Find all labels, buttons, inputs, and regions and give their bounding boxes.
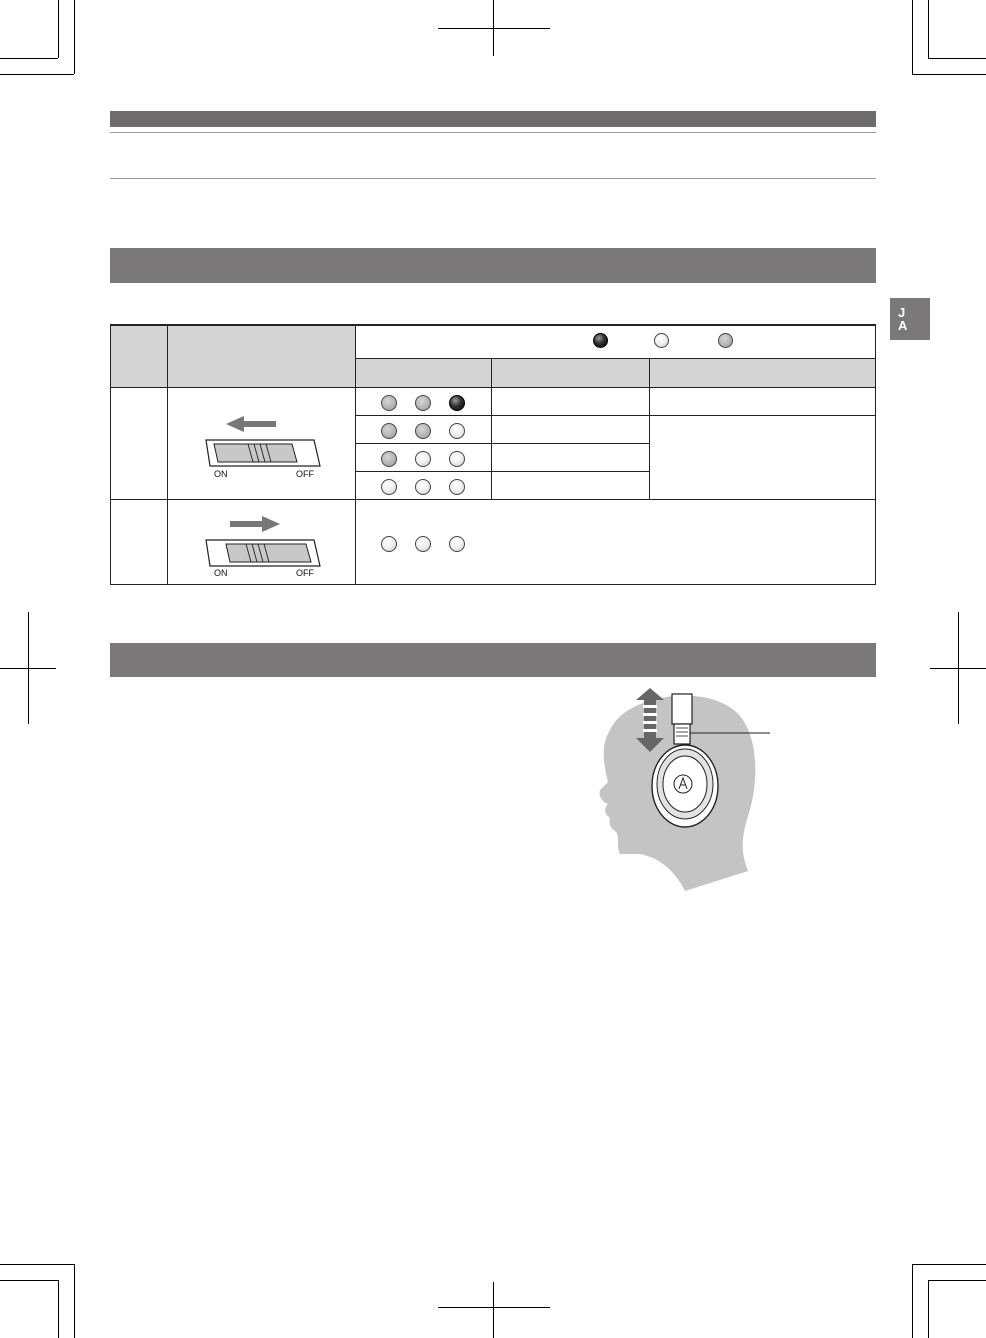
header-cell-1 — [111, 326, 167, 387]
switch1-on-label: ON — [214, 469, 228, 479]
led-r4-3 — [449, 479, 465, 495]
header-cell-2 — [168, 326, 355, 387]
legend-led-dim — [718, 333, 733, 348]
switch2-off-label: OFF — [296, 568, 314, 578]
language-tab[interactable] — [890, 298, 930, 340]
status-table — [110, 324, 876, 585]
section-band-1 — [110, 248, 876, 283]
section-band-2 — [110, 643, 876, 677]
led-r1-2 — [415, 395, 431, 411]
led-r2-2 — [415, 423, 431, 439]
led-r3-2 — [415, 451, 431, 467]
second-rule — [110, 178, 876, 179]
led-r5-3 — [449, 536, 465, 552]
switch2-on-label: ON — [214, 568, 228, 578]
headphone-fitting-illustration — [590, 686, 780, 896]
led-r3-1 — [381, 451, 397, 467]
led-r4-2 — [415, 479, 431, 495]
led-r5-2 — [415, 536, 431, 552]
language-tab-a: A — [898, 318, 908, 333]
legend-led-off — [654, 333, 669, 348]
led-r5-1 — [381, 536, 397, 552]
led-r1-1 — [381, 395, 397, 411]
top-rule — [110, 132, 876, 133]
legend-led-lit — [593, 333, 608, 348]
led-r4-1 — [381, 479, 397, 495]
led-r3-3 — [449, 451, 465, 467]
led-r1-3 — [449, 395, 465, 411]
language-tab-j: J — [898, 305, 906, 320]
top-header-band — [110, 111, 876, 127]
led-r2-3 — [449, 423, 465, 439]
switch1-off-label: OFF — [296, 469, 314, 479]
led-r2-1 — [381, 423, 397, 439]
header-subrow — [356, 358, 875, 387]
